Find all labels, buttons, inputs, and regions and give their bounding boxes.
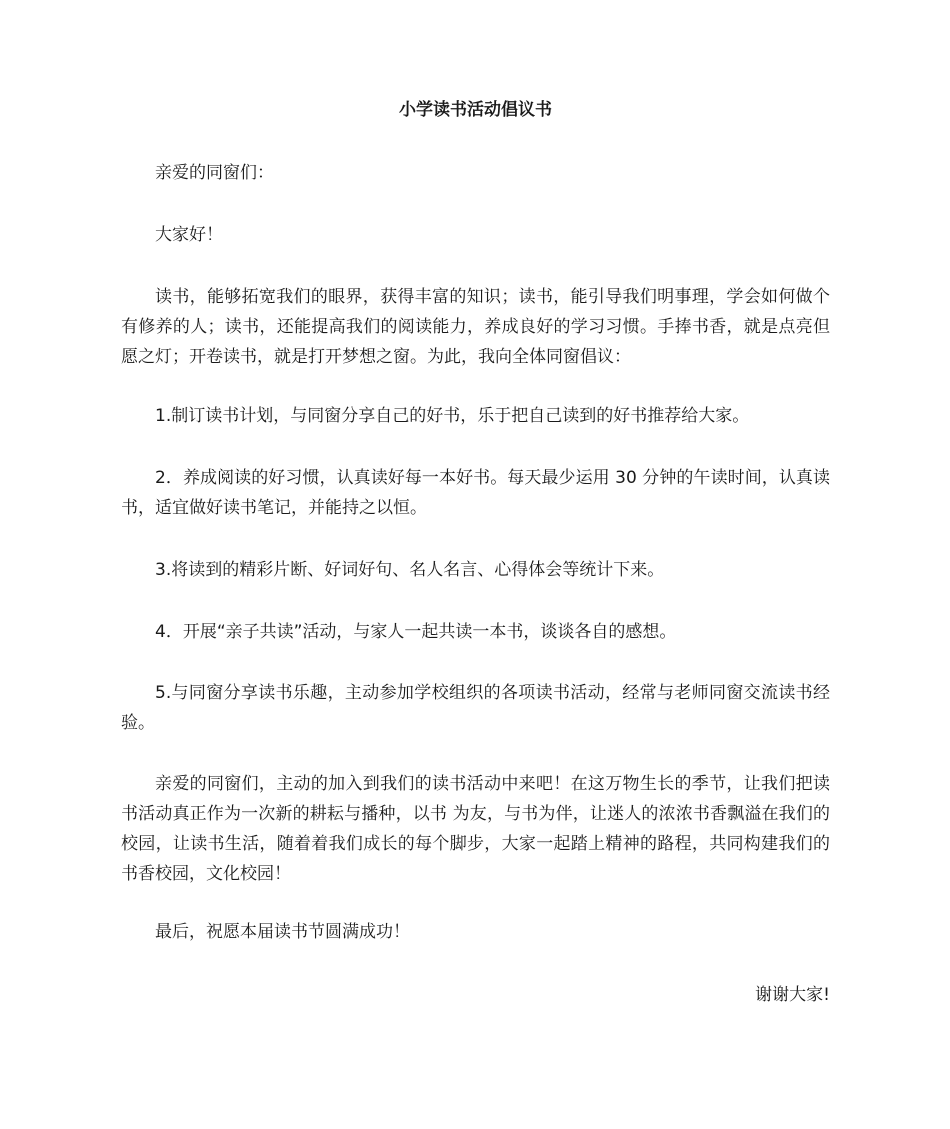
item-2: 2．养成阅读的好习惯，认真读好每一本好书。每天最少运用 30 分钟的午读时间，认真读书，适宜做好读书笔记，并能持之以恒。 [121,468,830,518]
item-4: 4．开展“亲子共读”活动，与家人一起共读一本书，谈谈各自的感想。 [155,622,677,642]
call-paragraph: 亲爱的同窗们，主动的加入到我们的读书活动中来吧！在这万物生长的季节，让我们把读书活动真正作为一次新的耕耘与播种，以书 为友，与书为伴，让迷人的浓浓书香飘溢在我们的校园，让读书生活，随着着我们成长的每个脚步，大家一起踏上精神的路程，共同构建我们的书香校园，文化校园！ [121,774,830,884]
document-title: 小学读书活动倡议书 [399,100,552,120]
wish: 最后，祝愿本届读书节圆满成功！ [155,922,410,942]
item-5: 5.与同窗分享读书乐趣，主动参加学校组织的各项读书活动，经常与老师同窗交流读书经验。 [121,683,830,733]
greeting: 大家好！ [155,225,223,245]
item-1: 1.制订读书计划，与同窗分享自己的好书，乐于把自己读到的好书推荐给大家。 [155,406,750,426]
salutation: 亲爱的同窗们： [155,163,274,183]
item-3: 3.将读到的精彩片断、好词好句、名人名言、心得体会等统计下来。 [155,560,665,580]
closing: 谢谢大家! [755,985,830,1005]
intro-paragraph: 读书，能够拓宽我们的眼界，获得丰富的知识；读书，能引导我们明事理，学会如何做个有修养的人；读书，还能提高我们的阅读能力，养成良好的学习习惯。手捧书香，就是点亮但愿之灯；开卷读书，就是打开梦想之窗。为此，我向全体同窗倡议： [121,287,830,367]
